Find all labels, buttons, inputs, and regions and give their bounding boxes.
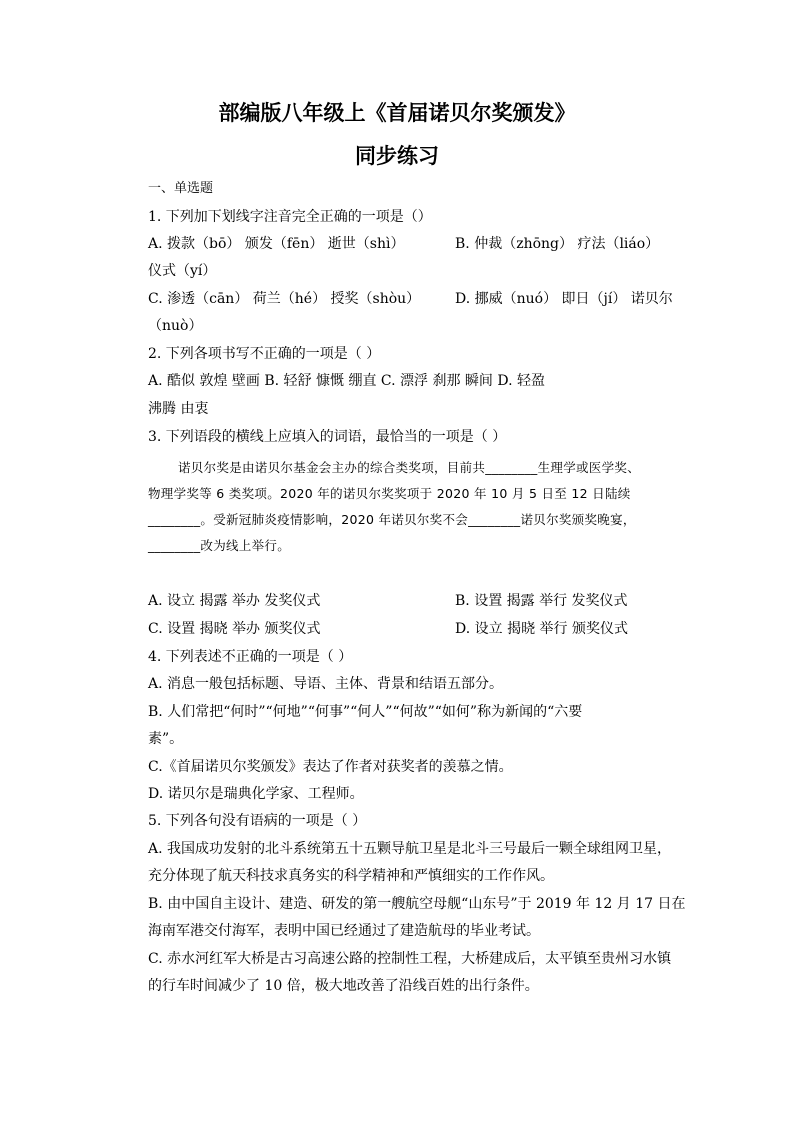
question-1-stem: 1. 下列加下划线字注音完全正确的一项是（） xyxy=(148,209,432,225)
question-1-option-c: C. 渗透（cān） 荷兰（hé） 授奖（shòu） xyxy=(148,291,421,307)
question-5-stem: 5. 下列各句没有语病的一项是（ ） xyxy=(148,813,367,829)
question-3-option-a: A. 设立 揭露 举办 发奖仪式 xyxy=(148,593,321,609)
document-title: 部编版八年级上《首届诺贝尔奖颁发》 xyxy=(218,100,576,125)
question-4-option-d: D. 诺贝尔是瑞典化学家、工程师。 xyxy=(148,786,364,802)
question-4-option-b-cont: 素”。 xyxy=(148,731,184,747)
question-5-option-c-cont: 的行车时间减少了 10 倍，极大地改善了沿线百姓的出行条件。 xyxy=(148,978,539,994)
question-3-stem: 3. 下列语段的横线上应填入的词语，最恰当的一项是（ ） xyxy=(148,429,507,445)
question-5-option-a: A. 我国成功发射的北斗系统第五十五颗导航卫星是北斗三号最后一颗全球组网卫星， xyxy=(148,841,672,857)
question-4-option-a: A. 消息一般包括标题、导语、主体、背景和结语五部分。 xyxy=(148,676,504,692)
question-4-option-b: B. 人们常把“何时”“何地”“何事”“何人”“何故”“如何”称为新闻的“六要 xyxy=(148,704,583,720)
question-2-stem: 2. 下列各项书写不正确的一项是（ ） xyxy=(148,346,381,362)
document-subtitle: 同步练习 xyxy=(355,143,439,168)
question-3-option-b: B. 设置 揭露 举行 发奖仪式 xyxy=(455,593,628,609)
question-1-option-a: A. 拨款（bō） 颁发（fēn） 逝世（shì） xyxy=(148,236,405,252)
section-heading: 一、单选题 xyxy=(148,181,214,196)
question-5-option-c: C. 赤水河红军大桥是古习高速公路的控制性工程，大桥建成后，太平镇至贵州习水镇 xyxy=(148,951,672,967)
question-5-option-b-cont: 海南军港交付海军，表明中国已经通过了建造航母的毕业考试。 xyxy=(148,923,540,939)
question-3-option-d: D. 设立 揭晓 举行 颁奖仪式 xyxy=(455,621,628,637)
question-5-option-a-cont: 充分体现了航天科技求真务实的科学精神和严慎细实的工作作风。 xyxy=(148,868,554,884)
question-2-options: A. 酷似 敦煌 壁画 B. 轻舒 慷慨 绷直 C. 漂浮 刹那 瞬间 D. 轻盈 xyxy=(148,373,545,389)
question-1-option-b: B. 仲裁（zhōng） 疗法（liáo） xyxy=(455,236,660,252)
question-1-option-d: D. 挪威（nuó） 即日（jí） 诺贝尔 xyxy=(455,291,673,307)
question-3-passage-line-3: ________。受新冠肺炎疫情影响，2020 年诺贝尔奖不会________诺贝尔奖颁奖晚宴， xyxy=(148,512,636,527)
question-4-stem: 4. 下列表述不正确的一项是（ ） xyxy=(148,649,353,665)
question-3-passage-line-1: 诺贝尔奖是由诺贝尔基金会主办的综合类奖项，目前共________生理学或医学奖、 xyxy=(178,460,641,475)
question-2-options-cont: 沸腾 由衷 xyxy=(148,401,209,417)
question-1-option-b-cont: 仪式（yí） xyxy=(148,263,217,279)
question-1-option-d-cont: （nuò） xyxy=(148,318,203,334)
question-5-option-b: B. 由中国自主设计、建造、研发的第一艘航空母舰“山东号”于 2019 年 12 月 17 日在 xyxy=(148,896,686,912)
question-3-option-c: C. 设置 揭晓 举办 颁奖仪式 xyxy=(148,621,321,637)
question-3-passage-line-2: 物理学奖等 6 类奖项。2020 年的诺贝尔奖奖项于 2020 年 10 月 5 日至 12 日陆续 xyxy=(148,486,631,501)
question-3-passage-line-4: ________改为线上举行。 xyxy=(148,538,291,553)
question-4-option-c: C.《首届诺贝尔奖颁发》表达了作者对获奖者的羡慕之情。 xyxy=(148,759,513,775)
